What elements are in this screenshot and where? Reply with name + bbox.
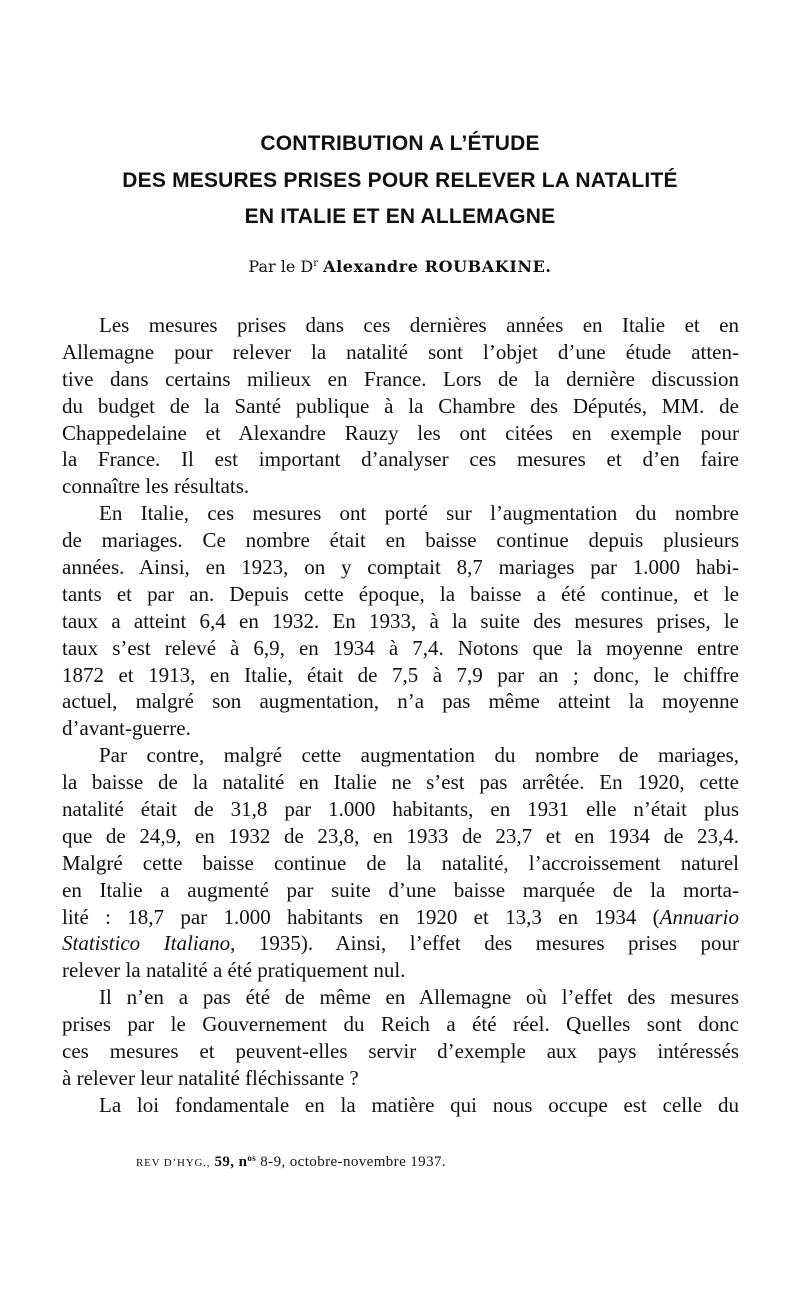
text-line: Par contre, malgré cette augmentation du nombre de mariages, [99,743,739,768]
text-line: actuel, malgré son augmentation, n’a pas même atteint la moyenne [62,689,739,714]
text-line: du budget de la Santé publique à la Chambre des Députés, MM. de [62,393,739,418]
byline [60,257,740,276]
text-line: tive dans certains milieux en France. Lors de la dernière discussion [62,366,739,391]
text-line: prises par le Gouvernement du Reich a été réel. Quelles sont donc [62,1012,739,1037]
text-line: La loi fondamentale en la matière qui nous occupe est celle du [99,1092,739,1117]
text-segment: , 1935). Ainsi, l’effet des mesures prises pour [230,931,739,956]
text-line: Malgré cette baisse continue de la natalité, l’accroissement naturel [62,850,739,875]
text-line: 1872 et 1913, en Italie, était de 7,5 à 7,9 par an ; donc, le chiffre [62,662,739,687]
footer-issue-details: 8-9, octobre-novembre 1937. [260,1154,447,1170]
text-line-with-citation [62,904,739,931]
text-line: en Italie a augmenté par suite d’une baisse marquée de la morta- [62,877,739,902]
text-line: ces mesures et peuvent-elles servir d’exemple aux pays intéressés [62,1039,739,1064]
citation-italic-annuario: Annuario [659,904,739,929]
byline-superscript: r [313,258,319,269]
text-line: En Italie, ces mesures ont porté sur l’augmentation du nombre [99,501,739,526]
article-body [62,312,739,1119]
text-line: la baisse de la natalité en Italie ne s’est pas arrêtée. En 1920, cette [62,770,739,795]
text-line: de mariages. Ce nombre était en baisse continue depuis plusieurs [62,528,739,553]
footer-journal: REV D’HYG., [136,1157,211,1169]
article-title-line-1: CONTRIBUTION A L’ÉTUDE [260,132,540,155]
page-footer-citation [136,1153,656,1171]
text-line: Il n’en a pas été de même en Allemagne où l’effet des mesures [99,985,739,1010]
footer-issue-superscript: os [247,1153,257,1163]
article-title-line-3: EN ITALIE ET EN ALLEMAGNE [244,205,556,228]
text-line: connaître les résultats. [62,474,250,499]
text-line: taux s’est relevé à 6,9, en 1934 à 7,4. Notons que la moyenne entre [62,635,739,660]
text-line: relever la natalité a été pratiquement nul. [62,958,406,983]
text-line: d’avant-guerre. [62,716,191,741]
byline-prefix: Par le D [248,257,314,276]
text-line: la France. Il est important d’analyser ces mesures et d’en faire [62,447,739,472]
footer-volume: 59, [214,1154,235,1170]
text-line: natalité était de 31,8 par 1.000 habitants, en 1931 elle n’était plus [62,797,739,822]
text-line: Chappedelaine et Alexandre Rauzy les ont citées en exemple pour [62,420,739,445]
text-line: Allemagne pour relever la natalité sont l’objet d’une étude atten- [62,339,739,364]
text-line-with-citation [62,930,739,957]
text-line: tants et par an. Depuis cette époque, la baisse a été continue, et le [62,581,739,606]
article-title-line-2: DES MESURES PRISES POUR RELEVER LA NATALITÉ [122,169,678,192]
author-name: Alexandre ROUBAKINE. [323,257,552,276]
text-line: Les mesures prises dans ces dernières années en Italie et en [99,313,739,337]
text-line: années. Ainsi, en 1923, on y comptait 8,7 mariages par 1.000 habi- [62,555,739,580]
text-line: taux a atteint 6,4 en 1932. En 1933, à la suite des mesures prises, le [62,608,739,633]
citation-italic-statistico: Statistico Italiano [62,931,231,956]
text-line: que de 24,9, en 1932 de 23,8, en 1933 de 23,7 et en 1934 de 23,4. [62,823,739,848]
text-line: à relever leur natalité fléchissante ? [62,1065,359,1090]
footer-issue-prefix: n [238,1154,248,1170]
text-segment: lité : 18,7 par 1.000 habitants en 1920 et 13,3 en 1934 ( [62,904,660,929]
